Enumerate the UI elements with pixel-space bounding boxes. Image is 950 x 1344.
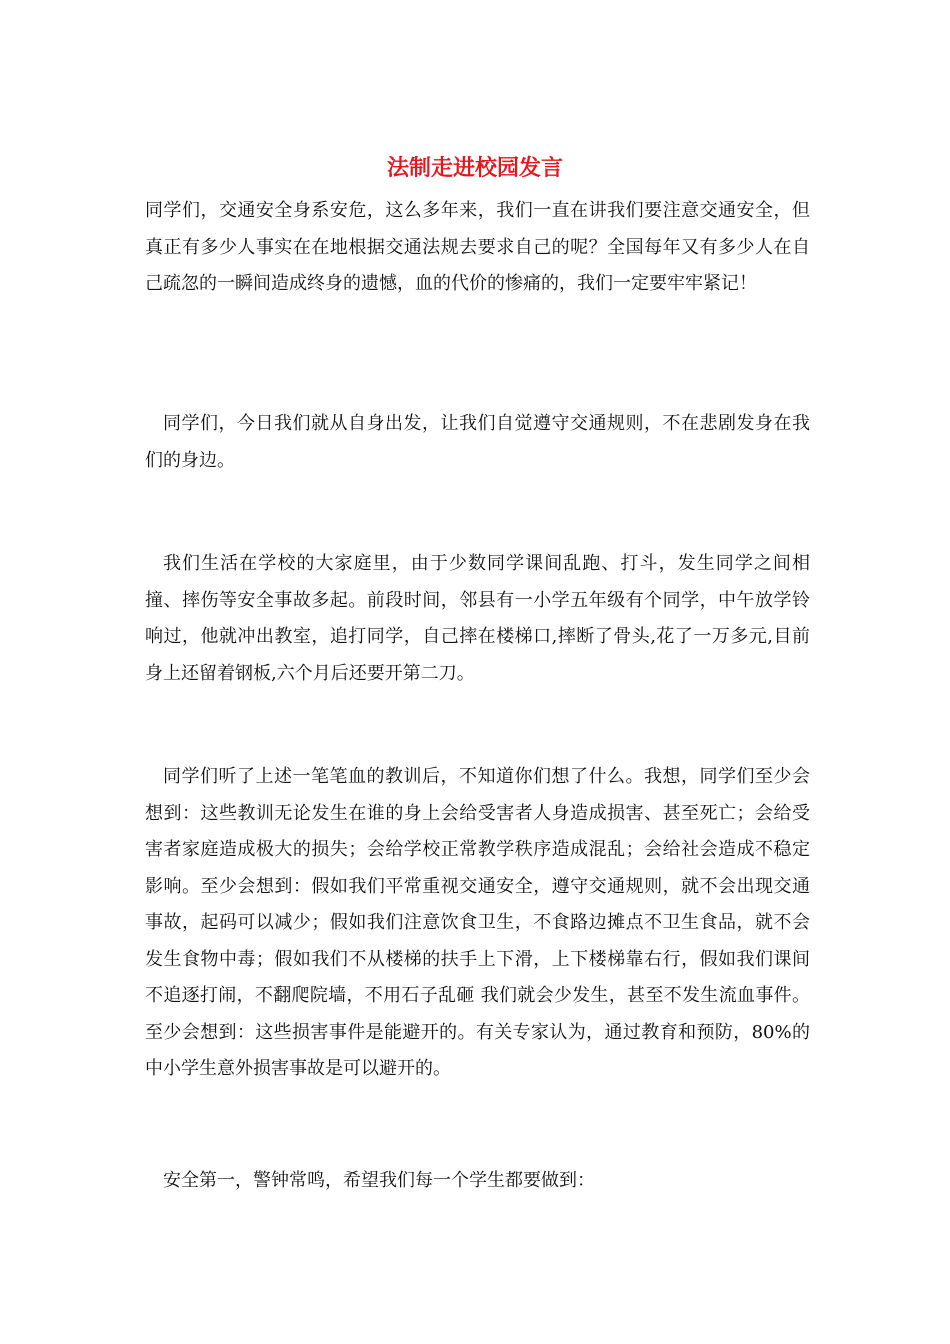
paragraph-1: 同学们，交通安全身系安危，这么多年来，我们一直在讲我们要注意交通安全，但真正有多少人事实在在地根据交通法规去要求自己的呢？全国每年又有多少人在自己疏忽的一瞬间造成终身的遗憾，血的代价的惨痛的，我们一定要牢牢紧记！ xyxy=(145,200,810,294)
paragraph-4: 同学们听了上述一笔笔血的教训后，不知道你们想了什么。我想，同学们至少会想到：这些教训无论发生在谁的身上会给受害者人身造成损害、甚至死亡；会给受害者家庭造成极大的损失；会给学校正常教学秩序造成混乱；会给社会造成不稳定影响。至少会想到：假如我们平常重视交通安全，遵守交通规则，就不会出现交通事故，起码可以减少；假如我们注意饮食卫生，不食路边摊点不卫生食品，就不会发生食物中毒；假如我们不从楼梯的扶手上下滑，上下楼梯靠右行，假如我们课间不追逐打闹，不翻爬院墙，不用石子乱砸 我们就会少发生，甚至不发生流血事件。至少会想到：这些损害事件是能避开的。有关专家认为，通过教育和预防，80%的中小学生意外损害事故是可以避开的。 xyxy=(145,766,810,1079)
paragraph-5: 安全第一，警钟常鸣，希望我们每一个学生都要做到： xyxy=(163,1170,595,1191)
paragraph-3: 我们生活在学校的大家庭里，由于少数同学课间乱跑、打斗，发生同学之间相撞、摔伤等安全事故多起。前段时间，邻县有一小学五年级有个同学，中午放学铃响过，他就冲出教室，追打同学，自己摔在楼梯口,摔断了骨头,花了一万多元,目前身上还留着钢板,六个月后还要开第二刀。 xyxy=(145,553,810,684)
paragraph-2: 同学们，今日我们就从自身出发，让我们自觉遵守交通规则，不在悲剧发身在我们的身边。 xyxy=(145,413,810,471)
document-title: 法制走进校园发言 xyxy=(386,155,563,181)
